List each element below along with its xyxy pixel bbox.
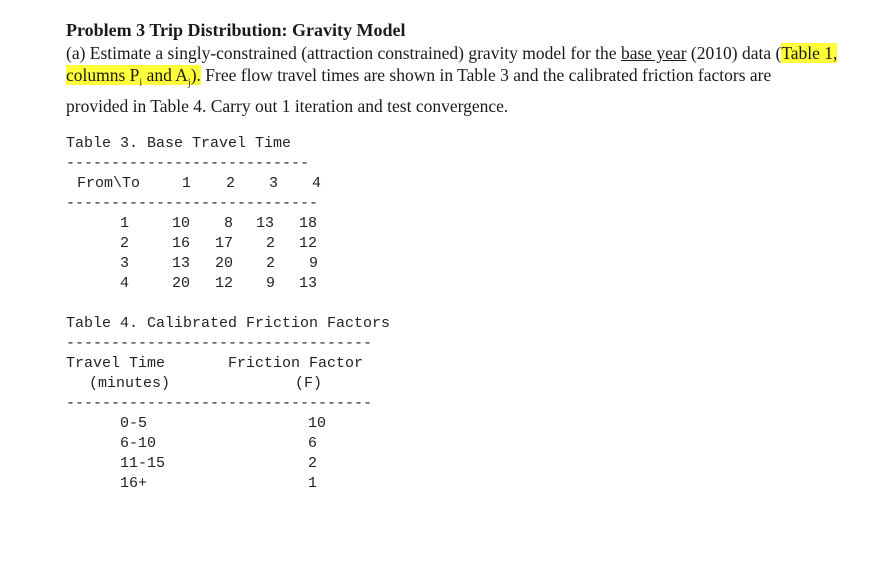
table4-range: 0-5 bbox=[120, 415, 148, 432]
table3-cell: 13 bbox=[172, 255, 191, 272]
table3-cell: 20 bbox=[215, 255, 234, 272]
table4-header-f: (F) bbox=[295, 375, 323, 392]
table3-cell: 8 bbox=[224, 215, 234, 232]
table3-from: 2 bbox=[120, 235, 130, 252]
table3-col-2: 2 bbox=[226, 175, 236, 192]
problem-text-line2: Free flow travel times are shown in Table 3 and the calibrated friction factors are bbox=[200, 65, 772, 85]
table4-factor: 10 bbox=[308, 415, 327, 432]
table4-factor: 6 bbox=[308, 435, 318, 452]
table3-cell: 2 bbox=[266, 235, 276, 252]
table4-header-friction-factor: Friction Factor bbox=[228, 355, 364, 372]
table3-cell: 18 bbox=[299, 215, 318, 232]
problem-title: Problem 3 Trip Distribution: Gravity Model bbox=[66, 20, 406, 40]
table3-cell: 12 bbox=[299, 235, 318, 252]
table3-top-rule: --------------------------- bbox=[66, 155, 310, 172]
table4-factor: 1 bbox=[308, 475, 318, 492]
table4-range: 11-15 bbox=[120, 455, 166, 472]
base-year-underlined: base year bbox=[620, 43, 687, 63]
table3-cell: 13 bbox=[299, 275, 318, 292]
table4-factor: 2 bbox=[308, 455, 318, 472]
table4-range: 16+ bbox=[120, 475, 148, 492]
table3-cell: 9 bbox=[309, 255, 319, 272]
table3-col-4: 4 bbox=[312, 175, 322, 192]
problem-text-mid: (2010) data ( bbox=[686, 43, 782, 63]
table3-from: 4 bbox=[120, 275, 130, 292]
table3-cell: 9 bbox=[266, 275, 276, 292]
problem-body bbox=[66, 42, 881, 117]
problem-text-line3: provided in Table 4. Carry out 1 iteration and test convergence. bbox=[66, 95, 509, 116]
table3-col-1: 1 bbox=[182, 175, 192, 192]
table4-header-travel-time: Travel Time bbox=[66, 355, 166, 372]
table4-range: 6-10 bbox=[120, 435, 157, 452]
table3-mid-rule: ---------------------------- bbox=[66, 195, 319, 212]
problem-text-line1: (a) Estimate a singly-constrained (attraction constrained) gravity model for the bbox=[66, 43, 621, 63]
problem-statement bbox=[66, 18, 881, 117]
table3-cell: 17 bbox=[215, 235, 234, 252]
table3-cell: 10 bbox=[172, 215, 191, 232]
table3-cell: 20 bbox=[172, 275, 191, 292]
table3-caption: Table 3. Base Travel Time bbox=[66, 135, 292, 152]
table3-cell: 13 bbox=[256, 215, 275, 232]
table4-mid-rule: ---------------------------------- bbox=[66, 395, 373, 412]
table3-from: 1 bbox=[120, 215, 130, 232]
table3-from: 3 bbox=[120, 255, 130, 272]
highlight-table1: Table 1, bbox=[781, 43, 838, 63]
table3-col-3: 3 bbox=[269, 175, 279, 192]
highlight-columns: columns $P_i$ and $A_j$). bbox=[66, 65, 201, 89]
table3-cell: 2 bbox=[266, 255, 276, 272]
table4-header-minutes: (minutes) bbox=[89, 375, 171, 392]
table3-cell: 16 bbox=[172, 235, 191, 252]
table3-cell: 12 bbox=[215, 275, 234, 292]
table4-caption: Table 4. Calibrated Friction Factors bbox=[66, 315, 391, 332]
table4-top-rule: ---------------------------------- bbox=[66, 335, 373, 352]
table3-header-label: From\To bbox=[77, 175, 141, 192]
